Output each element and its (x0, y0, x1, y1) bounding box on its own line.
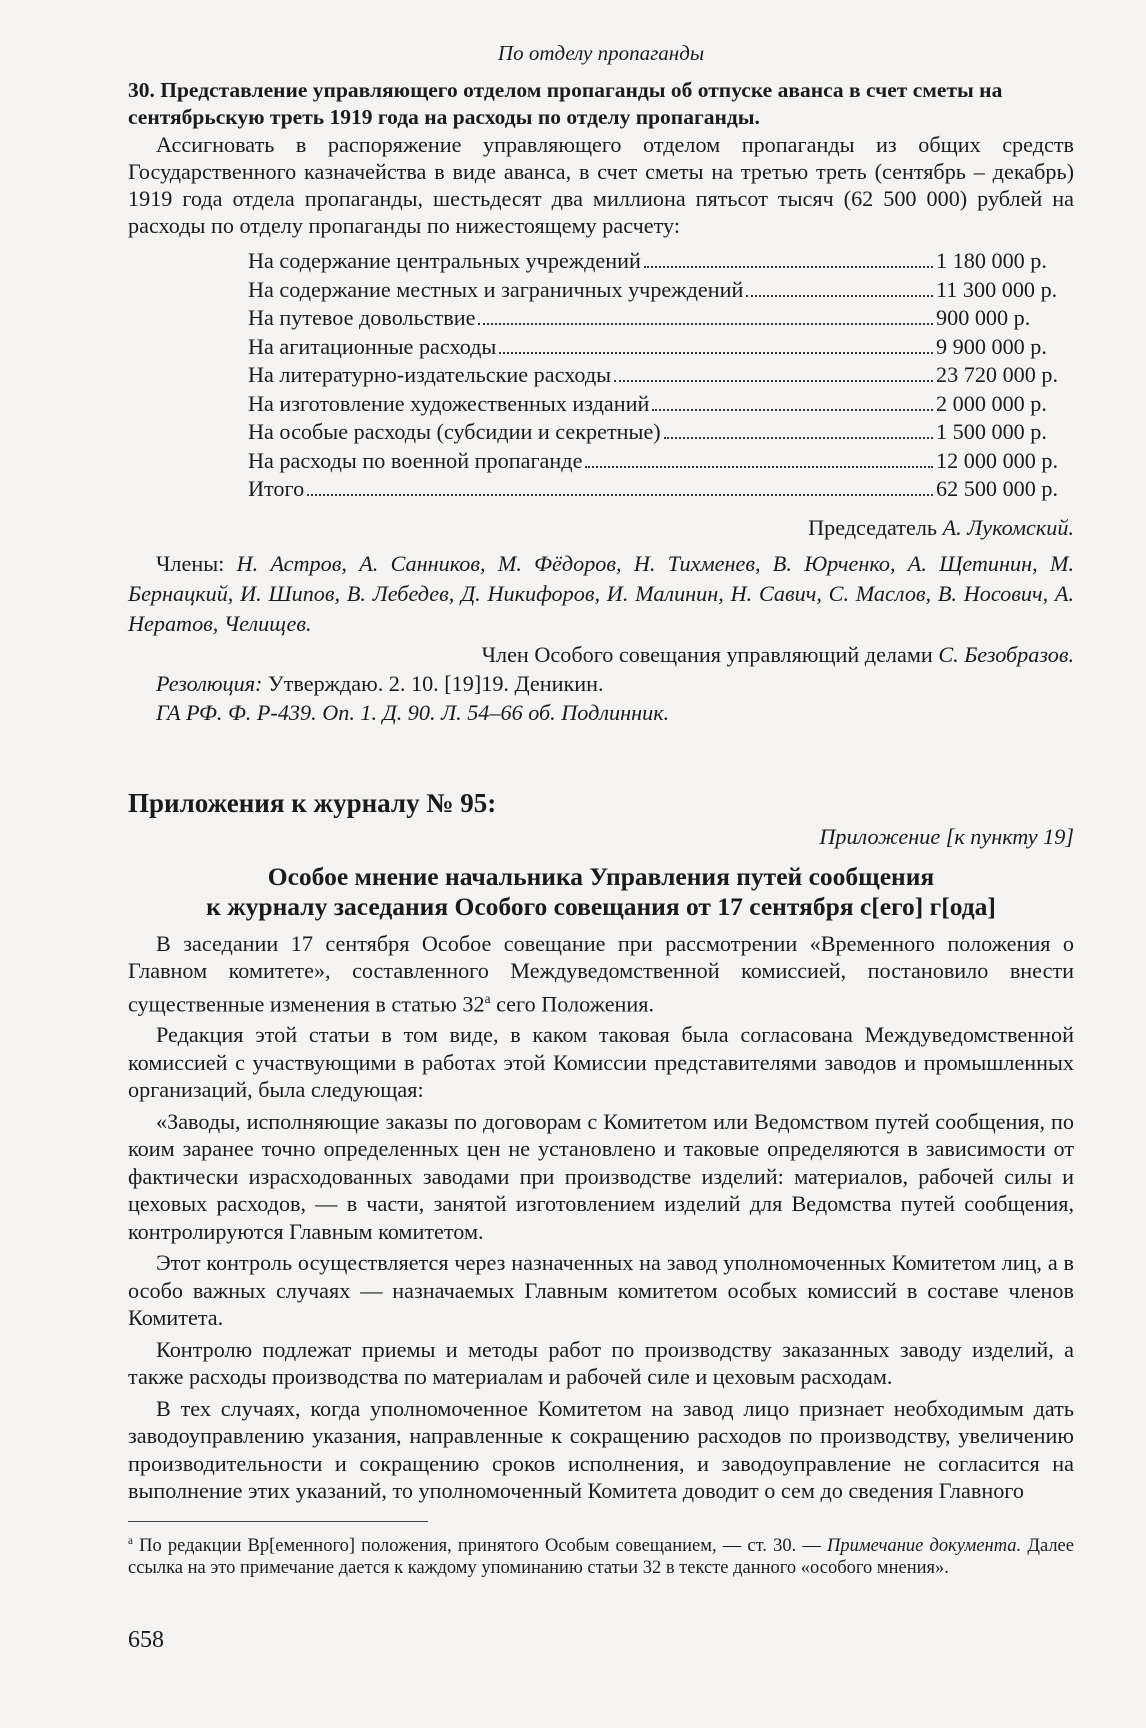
expense-amount: 2 000 000 р. (936, 390, 1047, 416)
expense-amount: 9 900 000 р. (936, 333, 1047, 359)
page-content (128, 40, 1074, 1579)
appendix-reference: Приложение [к пункту 19] (819, 823, 1074, 849)
expense-row (248, 390, 1066, 419)
expense-amount: 1 500 000 р. (936, 419, 1047, 444)
expense-label: На содержание местных и заграничных учреждений (248, 276, 744, 302)
section-title: 30. Представление управляющего отделом пропаганды об отпуске аванса в счет сметы на сентябрьскую треть 1919 года на расходы по отделу пропаганды. (128, 78, 1003, 129)
members-label: Члены: (156, 550, 225, 576)
members-list (128, 549, 1074, 639)
footnote: $^a$ По редакции Вр[еменного] положения, принятого Особым совещанием, — ст. 30. — Примечание документа. Далее ссылка на это примечание дается к каждому упоминанию статьи 32 в тексте данного «особого мнения». (128, 1534, 1074, 1579)
expense-label: На изготовление художественных изданий (248, 390, 650, 416)
resolution-text: Утверждаю. 2. 10. [19]19. Деникин. (267, 670, 604, 696)
opinion-title: Особое мнение начальника Управления путей сообщения к журналу заседания Особого совещания от 17 сентября с[его] г[ода] (206, 861, 996, 921)
expense-row (248, 276, 1066, 305)
paragraph-2: Редакция этой статьи в том виде, в каком таковая была согласована Междуведомственной комиссией с участвующими в работах этой Комиссии представителями заводов и промышленных организаций, была следующая: (128, 1022, 1074, 1103)
expense-label: На содержание центральных учреждений (248, 248, 641, 273)
intro-paragraph: Ассигновать в распоряжение управляющего отделом пропаганды из общих средств Государственного казначейства в виде аванса, в счет сметы на третью треть (сентябрь – декабрь) 1919 года отдела пропаганды, шестьдесят два миллиона пятьсот тысяч (62 500 000) рублей на расходы по отделу пропаганды по нижестоящему расчету: (128, 132, 1074, 238)
expense-amount: 12 000 000 р. (936, 447, 1059, 473)
chairman-name: А. Лукомский. (942, 514, 1074, 540)
expense-row (248, 447, 1066, 476)
expense-label: На расходы по военной пропаганде (248, 447, 583, 473)
expense-label: На особые расходы (субсидии и секретные) (248, 419, 661, 444)
expense-amount: 23 720 000 р. (936, 362, 1059, 387)
expense-label: Итого (248, 476, 305, 501)
expense-label: На путевое довольствие (248, 305, 476, 330)
resolution (128, 670, 1074, 697)
expense-amount: 900 000 р. (936, 305, 1031, 330)
expense-row (248, 418, 1066, 447)
leader-dots (499, 352, 933, 354)
expense-amount: 1 180 000 р. (936, 248, 1047, 273)
expense-list (248, 247, 1066, 504)
resolution-label: Резолюция: (156, 670, 263, 696)
expense-amount: 62 500 000 р. (936, 476, 1059, 501)
chairman-signature: Председатель А. Лукомский. (808, 514, 1074, 540)
expense-label: На агитационные расходы (248, 333, 497, 359)
leader-dots (478, 323, 933, 325)
expense-label: На литературно-издательские расходы (248, 362, 612, 387)
footnote-divider (128, 1521, 428, 1522)
expense-amount: 11 300 000 р. (936, 276, 1058, 302)
paragraph-6: В тех случаях, когда уполномоченное Комитетом на завод лицо признает необходимым дать заводоуправлению указания, направленные к сокращению расходов по производству, увеличению производительности и сокращению сроков исполнения, и заводоуправление не согласится на выполнение этих указаний, то уполномоченный Комитета доводит о сем до сведения Главного (128, 1395, 1074, 1504)
leader-dots (585, 466, 933, 468)
expense-row (248, 361, 1066, 390)
paragraph-3: «Заводы, исполняющие заказы по договорам с Комитетом или Ведомством путей сообщения, по коим заранее точно определенных цен не установлено и таковые определяются в зависимости от фактически израсходованных заводами при производстве изделий: материалов, рабочей силы и цеховых расходов, — в части, занятой изготовлением изделий для Ведомства путей сообщения, контролируются Главным комитетом. (128, 1108, 1074, 1244)
leader-dots (614, 380, 933, 382)
leader-dots (664, 437, 933, 439)
manager-signature: Член Особого совещания управляющий делами С. Безобразов. (481, 641, 1074, 667)
leader-dots (307, 494, 933, 496)
members-names: Н. Астров, А. Санников, М. Фёдоров, Н. Тихменев, В. Юрченко, А. Щетинин, М. Бернацкий, И. Шипов, В. Лебедев, Д. Никифоров, И. Малинин, Н. Савич, С. Маслов, В. Носович, А. Нератов, Челищев. (128, 550, 1075, 636)
archive-reference: ГА РФ. Ф. Р-439. Оп. 1. Д. 90. Л. 54–66 об. Подлинник. (156, 699, 670, 725)
paragraph-4: Этот контроль осуществляется через назначенных на завод уполномоченных Комитетом лиц, а в особо важных случаях — назначаемых Главным комитетом особых комиссий в составе членов Комитета. (128, 1250, 1074, 1331)
manager-name: С. Безобразов. (938, 641, 1074, 667)
running-header: По отделу пропаганды (497, 41, 705, 65)
paragraph-1: В заседании 17 сентября Особое совещание при рассмотрении «Временного положения о Главном комитете», составленного Междуведомственной комиссией, постановило внести существенные изменения в статью 32$^a$ сего Положения. (128, 930, 1074, 1016)
expense-row (248, 247, 1066, 276)
page-number: 658 (128, 1627, 164, 1653)
expense-total-row (248, 475, 1066, 504)
expense-row (248, 333, 1066, 362)
leader-dots (652, 409, 933, 411)
paragraph-5: Контролю подлежат приемы и методы работ по производству заказанных заводу изделий, а также расходы производства по материалам и рабочей силе и цеховым расходам. (128, 1336, 1074, 1390)
appendix-heading: Приложения к журналу № 95: (128, 787, 497, 818)
leader-dots (644, 266, 933, 268)
leader-dots (746, 295, 933, 297)
expense-row (248, 304, 1066, 333)
opinion-body (128, 930, 1074, 1505)
